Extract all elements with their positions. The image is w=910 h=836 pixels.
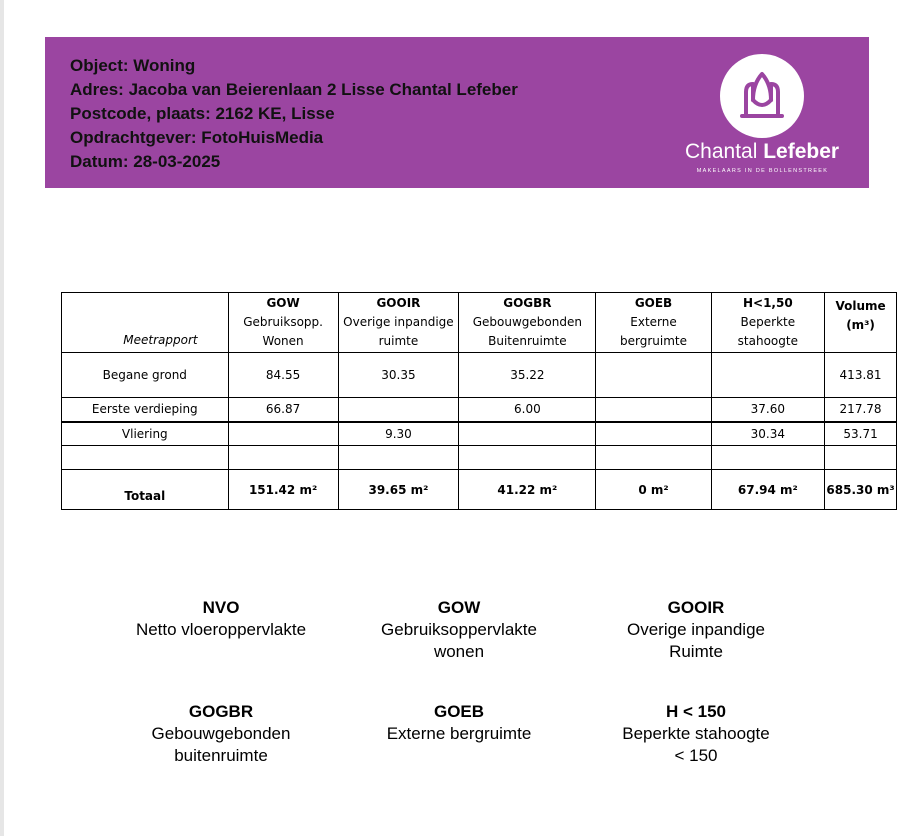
table-cell: 37.60 — [711, 398, 825, 422]
total-cell: 41.22 m² — [459, 470, 596, 510]
table-cell: 84.55 — [228, 353, 338, 398]
address-line: Adres: Jacoba van Beierenlaan 2 Lisse Chantal Lefeber — [70, 80, 518, 99]
table-cell — [711, 353, 825, 398]
table-cell — [228, 446, 338, 470]
total-cell: 0 m² — [596, 470, 711, 510]
table-cell — [596, 422, 711, 446]
row-label: Vliering — [62, 422, 229, 446]
page-left-edge — [0, 0, 4, 836]
table-header-row — [62, 293, 897, 353]
legend-h150: H < 150 Beperkte stahoogte < 150 — [622, 702, 770, 765]
row-label — [62, 446, 229, 470]
table-cell — [338, 446, 459, 470]
table-row — [62, 398, 897, 422]
col-header-gooir: GOOIR Overige inpandige ruimte — [338, 293, 459, 353]
table-cell — [338, 398, 459, 422]
total-row — [62, 470, 897, 510]
table-cell — [596, 398, 711, 422]
table-row — [62, 446, 897, 470]
table-cell: 35.22 — [459, 353, 596, 398]
table-cell — [459, 422, 596, 446]
table-cell: 9.30 — [338, 422, 459, 446]
object-line: Object: Woning — [70, 56, 196, 75]
table-cell — [596, 353, 711, 398]
total-label: Totaal — [62, 470, 229, 510]
table-cell — [596, 446, 711, 470]
table-row — [62, 353, 897, 398]
logo-wordmark: Chantal Lefeber — [685, 140, 840, 163]
legend-nvo: NVO Netto vloeroppervlakte — [135, 598, 307, 639]
col-header-volume: Volume (m³) — [825, 293, 897, 353]
table-cell: 217.78 — [825, 398, 897, 422]
col-header-gogbr: GOGBR Gebouwgebonden Buitenruimte — [459, 293, 596, 353]
legend-gogbr: GOGBR Gebouwgebonden buitenruimte — [151, 702, 291, 765]
table-cell: 413.81 — [825, 353, 897, 398]
col-header-goeb: GOEB Externe bergruimte — [596, 293, 711, 353]
postcode-line: Postcode, plaats: 2162 KE, Lisse — [70, 104, 335, 123]
legend-goeb: GOEB Externe bergruimte — [386, 702, 532, 743]
row-label: Begane grond — [62, 353, 229, 398]
col-header-gow: GOW Gebruiksopp. Wonen — [228, 293, 338, 353]
client-line: Opdrachtgever: FotoHuisMedia — [70, 128, 324, 147]
table-cell — [228, 422, 338, 446]
table-cell — [459, 446, 596, 470]
table-cell: 53.71 — [825, 422, 897, 446]
table-cell — [711, 446, 825, 470]
date-line: Datum: 28-03-2025 — [70, 152, 221, 171]
logo-tulip-icon — [720, 54, 804, 138]
table-row — [62, 422, 897, 446]
total-cell: 685.30 m³ — [825, 470, 897, 510]
logo-tagline: MAKELAARS IN DE BOLLENSTREEK — [696, 168, 829, 174]
table-cell — [825, 446, 897, 470]
property-info — [70, 54, 518, 174]
table-cell: 30.35 — [338, 353, 459, 398]
col-header-h150: H<1,50 Beperkte stahoogte — [711, 293, 825, 353]
measurement-table — [61, 292, 897, 510]
total-cell: 67.94 m² — [711, 470, 825, 510]
table-cell: 30.34 — [711, 422, 825, 446]
table-cell: 6.00 — [459, 398, 596, 422]
legend-gow: GOW Gebruiksoppervlakte wonen — [381, 598, 537, 661]
table-cell: 66.87 — [228, 398, 338, 422]
total-cell: 39.65 m² — [338, 470, 459, 510]
corner-label: Meetrapport — [62, 293, 229, 353]
total-cell: 151.42 m² — [228, 470, 338, 510]
report-header — [45, 37, 869, 188]
row-label: Eerste verdieping — [62, 398, 229, 422]
legend-gooir: GOOIR Overige inpandige Ruimte — [627, 598, 765, 661]
